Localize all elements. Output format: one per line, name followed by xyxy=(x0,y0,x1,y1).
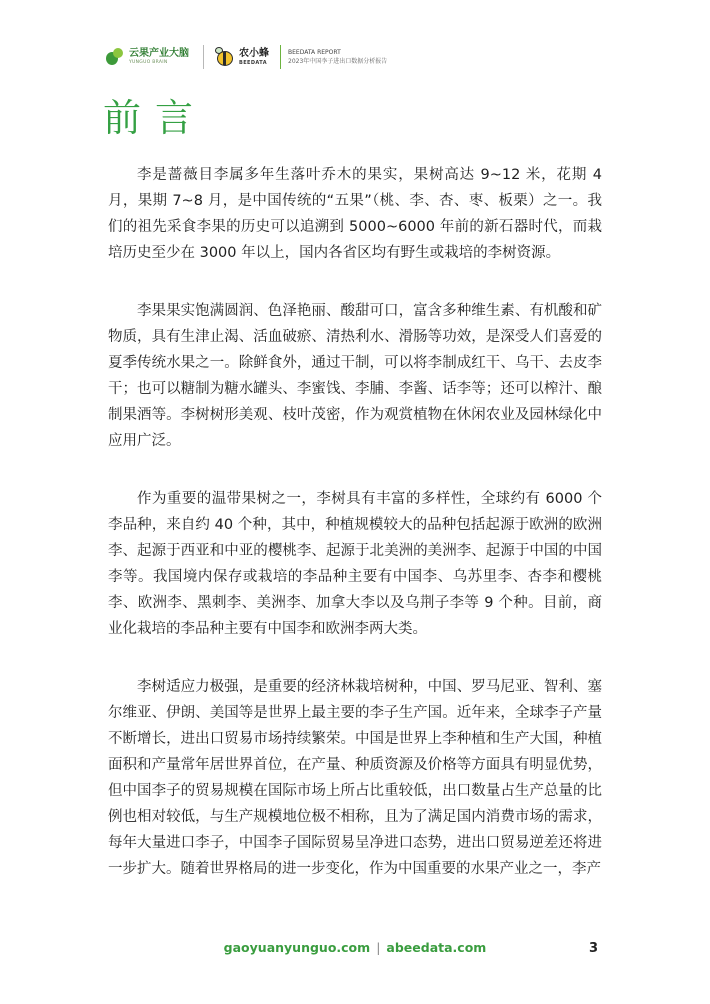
page-footer xyxy=(0,938,710,962)
body-content xyxy=(108,162,602,914)
footer-link-gaoyuanyunguo[interactable]: gaoyuanyunguo.com xyxy=(223,940,371,955)
footer-separator: | xyxy=(376,940,381,955)
fruit-logo-icon xyxy=(105,46,125,68)
report-cn-text: 2023年中国李子进出口数据分析报告 xyxy=(288,58,388,65)
bee-logo-icon xyxy=(214,46,236,68)
page-title: 前言 xyxy=(103,96,208,140)
logo1-en-text: YUNGUO BRAIN xyxy=(129,60,168,65)
report-en-text: BEEDATA REPORT xyxy=(288,49,341,56)
paragraph: 作为重要的温带果树之一，李树具有丰富的多样性，全球约有 6000 个李品种，来自约 40 个种，其中，种植规模较大的品种包括起源于欧洲的欧洲李、起源于西亚和中亚的樱桃李、起源于北美洲的美洲李、起源于中国的中国李等。我国境内保存或栽培的李品种主要有中国李、乌苏里李、杏李和樱桃李、欧洲李、黑刺李、美洲李、加拿大李以及乌荆子李等 9 个种。目前，商业化栽培的李品种主要有中国李和欧洲李两大类。 xyxy=(108,491,602,637)
page-header xyxy=(105,40,387,74)
header-divider-green xyxy=(280,45,281,69)
page-number: 3 xyxy=(589,941,599,956)
logo2-en-text: BEEDATA xyxy=(239,60,267,66)
beedata-logo xyxy=(214,46,269,68)
paragraph: 李树适应力极强，是重要的经济林栽培树种，中国、罗马尼亚、智利、塞尔维亚、伊朗、美国等是世界上最主要的李子生产国。近年来，全球李子产量不断增长，进出口贸易市场持续繁荣。中国是世界上李种植和生产大国，种植面积和产量常年居世界首位，在产量、种质资源及价格等方面具有明显优势，但中国李子的贸易规模在国际市场上所占比重较低，出口数量占生产总量的比例也相对较低，与生产规模地位极不相称，且为了满足国内消费市场的需求，每年大量进口李子，中国李子国际贸易呈净进口态势，进出口贸易逆差还将进一步扩大。随着世界格局的进一步变化，作为中国重要的水果产业之一，李产 xyxy=(108,679,602,877)
header-divider xyxy=(203,45,204,69)
report-label xyxy=(288,48,387,66)
yunguo-logo xyxy=(105,46,189,68)
footer-link-abeedata[interactable]: abeedata.com xyxy=(386,940,487,955)
logo1-cn-text: 云果产业大脑 xyxy=(129,48,189,59)
paragraph: 李果果实饱满圆润、色泽艳丽、酸甜可口，富含多种维生素、有机酸和矿物质，具有生津止渴、活血破瘀、清热利水、滑肠等功效，是深受人们喜爱的夏季传统水果之一。除鲜食外，通过干制，可以将李制成红干、乌干、去皮李干；也可以糖制为糖水罐头、李蜜饯、李脯、李酱、话李等；还可以榨汁、酿制果酒等。李树树形美观、枝叶茂密，作为观赏植物在休闲农业及园林绿化中应用广泛。 xyxy=(108,303,602,449)
paragraph: 李是蔷薇目李属多年生落叶乔木的果实，果树高达 9~12 米，花期 4 月，果期 7~8 月，是中国传统的“五果”（桃、李、杏、枣、板栗）之一。我们的祖先采食李果的历史可以追溯到 5000~6000 年前的新石器时代，而栽培历史至少在 3000 年以上，国内各省区均有野生或栽培的李树资源。 xyxy=(108,167,602,261)
logo2-cn-text: 农小蜂 xyxy=(239,48,269,59)
